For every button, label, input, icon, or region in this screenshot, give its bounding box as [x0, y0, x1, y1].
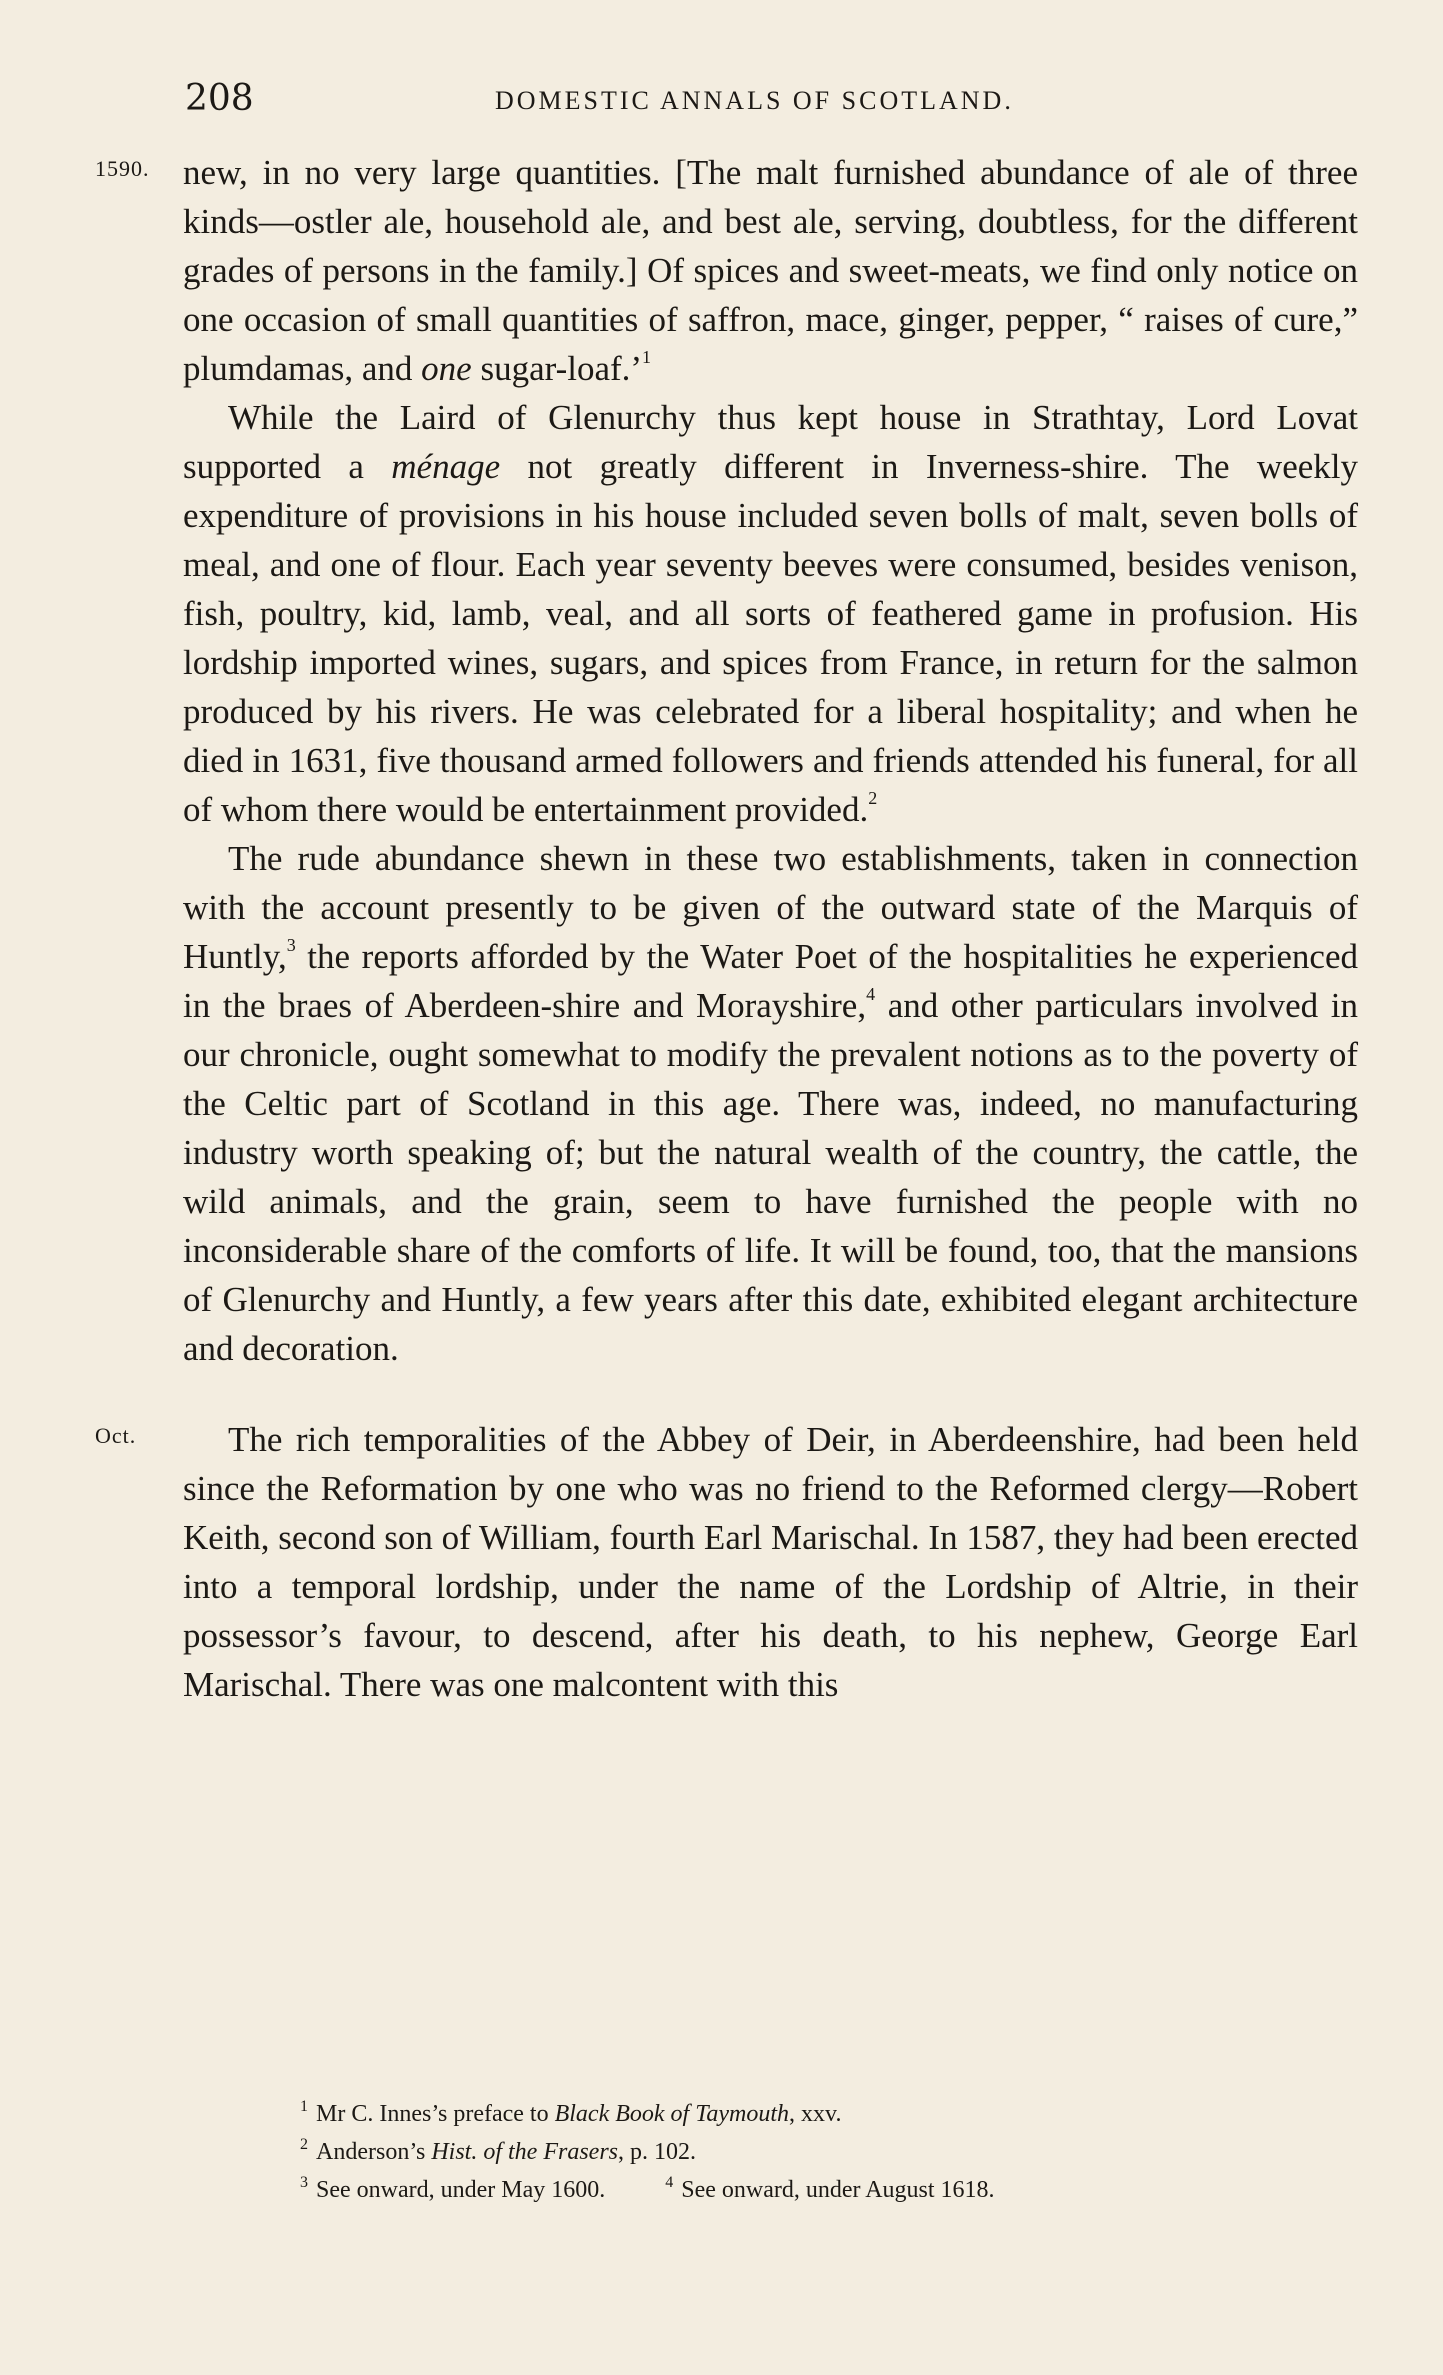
footnote-ref-1: 1 — [642, 347, 652, 368]
footnote-1 — [300, 2095, 1340, 2133]
footnote-mark: 1 — [300, 2098, 308, 2115]
footnote-spacer — [605, 2171, 665, 2209]
section-oct — [95, 1415, 1358, 1709]
paragraph-1 — [183, 148, 1358, 393]
footnote-text — [316, 2133, 696, 2171]
paragraph-1-italic: one — [421, 349, 472, 388]
footnote-4-text: See onward, under August 1618. — [681, 2177, 995, 2203]
footnote-1-text-end: , xxv. — [789, 2101, 842, 2127]
paragraph-4 — [183, 1415, 1358, 1709]
main-text — [95, 148, 1358, 1709]
footnote-1-title: Black Book of Taymouth — [554, 2101, 790, 2127]
paragraph-3 — [183, 834, 1358, 1373]
footnote-text — [316, 2095, 841, 2133]
footnote-1-text: Mr C. Innes’s preface to — [316, 2101, 555, 2127]
footnote-2 — [300, 2133, 1340, 2171]
paragraph-2-italic: ménage — [391, 447, 501, 486]
footnote-2-text: Anderson’s — [316, 2139, 432, 2165]
running-title: DOMESTIC ANNALS OF SCOTLAND. — [495, 86, 1014, 115]
footnote-3-text: See onward, under May 1600. — [316, 2177, 606, 2203]
footnotes — [300, 2095, 1340, 2209]
paragraph-3-text-end: and other particulars involved in our chronicle, ought somewhat to modify the prevalent notions as to the poverty of the Celtic part of Scotland in this age. There was, indeed, no manufacturing industry worth speaking of; but the natural wealth of the country, the cattle, the wild animals, and the grain, seem to have furnished the people with no inconsiderable share of the comforts of life. It will be found, too, that the mansions of Glenurchy and Huntly, a few years after this date, exhibited elegant architecture and decoration. — [183, 986, 1358, 1368]
page-header — [185, 78, 1360, 128]
footnote-2-text-end: , p. 102. — [618, 2139, 696, 2165]
paragraph-3-text: The rude abundance shewn in these two establishments, taken in connection with the account presently to be given of the outward state of the Marquis of Huntly, — [183, 839, 1358, 976]
footnote-ref-2: 2 — [868, 788, 878, 809]
paragraph-1-text-end: sugar-loaf.’ — [471, 349, 643, 388]
footnote-2-title: Hist. of the Frasers — [431, 2139, 618, 2165]
footnote-mark: 3 — [300, 2174, 308, 2191]
margin-note-year: 1590. — [95, 156, 150, 181]
footnote-ref-3: 3 — [286, 935, 296, 956]
paragraph-2-text: While the Laird of Glenurchy thus kept house in Strathtay, Lord Lovat supported a — [183, 398, 1358, 486]
footnote-3-4 — [300, 2171, 1340, 2209]
paragraph-3-text-mid: the reports afforded by the Water Poet of the hospitalities he experienced in the braes of Aberdeen-shire and Morayshire, — [183, 937, 1358, 1025]
footnote-mark: 4 — [665, 2174, 674, 2191]
page-number: 208 — [185, 78, 254, 119]
paragraph-2-text-end: not greatly different in Inverness-shire. The weekly expenditure of provisions in his house included seven bolls of malt, seven bolls of meal, and one of flour. Each year seventy beeves were consumed, besides venison, fish, poultry, kid, lamb, veal, and all sorts of feathered game in profusion. His lordship imported wines, sugars, and spices from France, in return for the salmon produced by his rivers. He was celebrated for a liberal hospitality; and when he died in 1631, five thousand armed followers and friends attended his funeral, for all of whom there would be entertainment provided. — [183, 447, 1358, 829]
footnote-mark: 2 — [300, 2136, 308, 2153]
paragraph-2 — [183, 393, 1358, 834]
footnote-ref-4: 4 — [866, 984, 876, 1005]
margin-note-month: Oct. — [95, 1423, 137, 1448]
paragraph-4-text: The rich temporalities of the Abbey of Deir, in Aberdeenshire, had been held since the Reformation by one who was no friend to the Reformed clergy—Robert Keith, second son of William, fourth Earl Marischal. In 1587, they had been erected into a temporal lordship, under the name of the Lordship of Altrie, in their possessor’s favour, to descend, after his death, to his nephew, George Earl Marischal. There was one malcontent with this — [183, 1420, 1358, 1704]
section-1590 — [95, 148, 1358, 1373]
paragraph-1-text: new, in no very large quantities. [The malt furnished abundance of ale of three kinds—ostler ale, household ale, and best ale, serving, doubtless, for the different grades of persons in the family.] Of spices and sweet-meats, we find only notice on one occasion of small quantities of saffron, mace, ginger, pepper, “ raises of cure,” plumdamas, and — [183, 153, 1358, 388]
